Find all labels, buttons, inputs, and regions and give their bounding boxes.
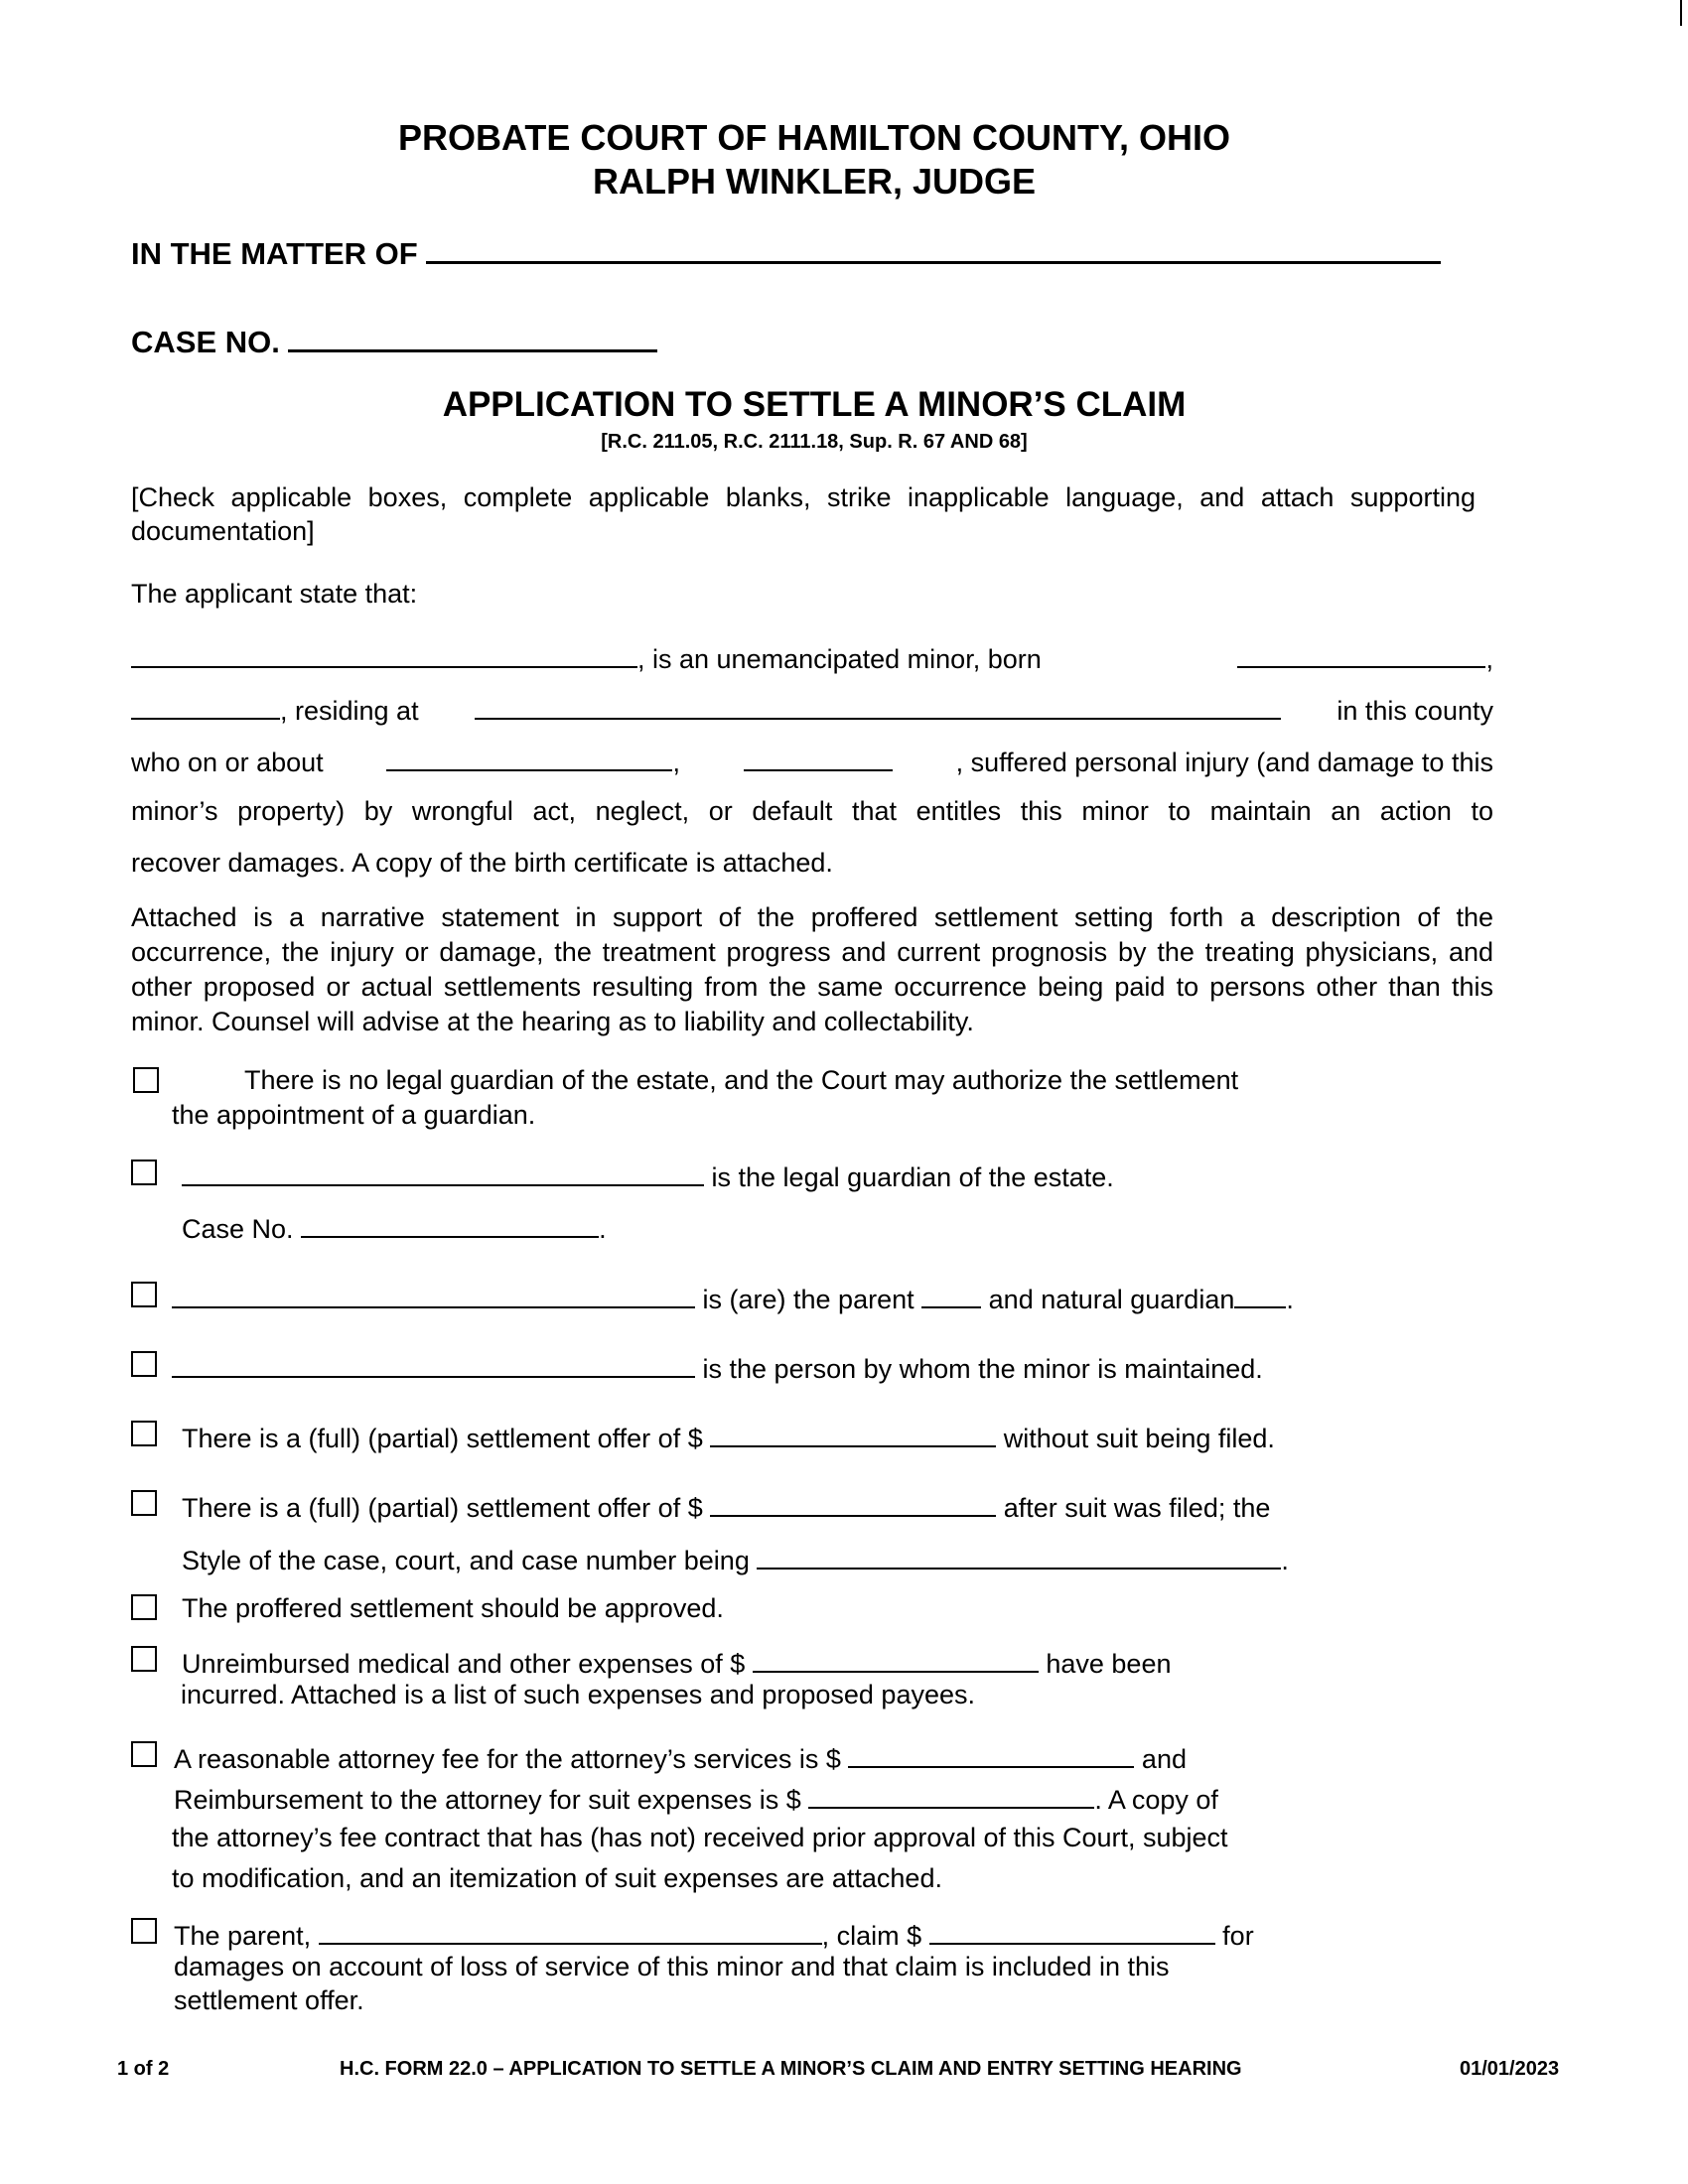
minor-line-3 [131,744,1493,778]
comma: , [1485,644,1493,674]
attorney-line-3: the attorney’s fee contract that has (has not) received prior approval of this Court, subject [172,1823,1228,1852]
guardian-case-input[interactable] [301,1210,599,1238]
claim-text: , claim $ [821,1921,922,1951]
minor-line-1-text: , is an unemancipated minor, born [637,644,1042,674]
guardian-case-line [182,1210,607,1245]
minor-line-2 [131,692,1493,727]
medical-line-2: incurred. Attached is a list of such expenses and proposed payees. [181,1680,975,1709]
maintained-checkbox[interactable] [131,1351,157,1377]
maintained-line [172,1350,1263,1385]
for-text: for [1222,1921,1254,1951]
parent-plural-input[interactable] [921,1281,981,1308]
after-suit-text: after suit was filed; the [1003,1493,1271,1523]
minor-line-5: recover damages. A copy of the birth certificate is attached. [131,848,833,878]
parent-claim-amount-input[interactable] [929,1917,1215,1945]
offer-no-suit-line [182,1420,1275,1454]
matter-line [131,231,1441,272]
instructions: [Check applicable boxes, complete applicable blanks, strike inapplicable language, and attach supporting documentation] [131,482,1476,546]
minor-line-4: minor’s property) by wrongful act, neglect, or default that entitles this minor to maintain an action to [131,796,1493,826]
period: . [1281,1546,1289,1575]
legal-guardian-line [182,1159,1114,1193]
offer-after-suit-amount-input[interactable] [710,1489,996,1517]
no-guardian-checkbox[interactable] [133,1067,159,1093]
attorney-fee-input[interactable] [848,1740,1134,1768]
offer-after-suit-text: There is a (full) (partial) settlement offer of $ [182,1493,703,1523]
form-title: APPLICATION TO SETTLE A MINOR’S CLAIM [442,385,1187,424]
offer-after-suit-checkbox[interactable] [131,1490,157,1516]
injury-text: , suffered personal injury (and damage to this [955,748,1493,777]
attorney-line-4: to modification, and an itemization of suit expenses are attached. [172,1863,942,1893]
medical-line-1 [182,1645,1171,1680]
medical-checkbox[interactable] [131,1646,157,1672]
parent-claim-line-2: damages on account of loss of service of this minor and that claim is included in this [174,1952,1170,1981]
natural-guardian-plural-input[interactable] [1234,1281,1286,1308]
parent-checkbox[interactable] [131,1282,157,1307]
parent-claim-name-input[interactable] [319,1917,822,1945]
maintainer-name-input[interactable] [172,1350,695,1378]
the-parent-text: The parent, [174,1921,312,1951]
in-this-county-text: in this county [1336,696,1493,726]
page-number: 1 of 2 [117,2058,170,2080]
intro-text: The applicant state that: [131,579,418,609]
no-guardian-text-1: There is no legal guardian of the estate, and the Court may authorize the settlement [244,1065,1239,1095]
parent-line [172,1281,1294,1315]
case-style-input[interactable] [757,1542,1281,1570]
parent-claim-checkbox[interactable] [131,1918,157,1944]
matter-input[interactable] [426,231,1441,264]
attorney-line-1 [174,1740,1187,1775]
without-suit-text: without suit being filed. [1003,1424,1275,1453]
court-name: PROBATE COURT OF HAMILTON COUNTY, OHIO [398,117,1230,158]
parent-text: is (are) the parent [702,1285,914,1314]
suit-expenses-input[interactable] [808,1781,1094,1809]
attorney-fee-checkbox[interactable] [131,1741,157,1767]
birth-date-input[interactable] [1237,640,1485,668]
page-edge-mark [1680,0,1688,26]
form-identifier: H.C. FORM 22.0 – APPLICATION TO SETTLE A MINOR’S CLAIM AND ENTRY SETTING HEARING [340,2058,1242,2080]
attorney-line-2 [174,1781,1218,1816]
case-line [131,320,657,360]
comma: , [672,748,680,777]
no-guardian-text-2: the appointment of a guardian. [172,1100,536,1130]
offer-no-suit-amount-input[interactable] [710,1420,996,1447]
guardian-case-label: Case No. [182,1214,294,1244]
natural-guardian-text: and natural guardian [988,1285,1235,1314]
minor-name-input[interactable] [131,640,637,668]
matter-label: IN THE MATTER OF [131,236,418,271]
legal-guardian-name-input[interactable] [182,1159,704,1186]
case-style-text: Style of the case, court, and case number being [182,1546,750,1575]
approve-checkbox[interactable] [131,1594,157,1620]
residence-input[interactable] [475,692,1281,720]
have-been-text: have been [1046,1649,1172,1679]
maintained-text: is the person by whom the minor is maintained. [702,1354,1263,1384]
parent-claim-line-1 [174,1917,1254,1952]
legal-guardian-checkbox[interactable] [131,1160,157,1185]
injury-year-input[interactable] [744,744,893,771]
offer-no-suit-checkbox[interactable] [131,1421,157,1446]
narrative-paragraph: Attached is a narrative statement in support of the proffered settlement setting forth a description of the occurrence, the injury or damage, the treatment progress and current prognosis by the treating physicians, and other proposed or actual settlements resulting from the same occurrence being paid to persons other than this minor. Counsel will advise at the hearing as to liability and collectability. [131,902,1493,1036]
case-number-input[interactable] [288,320,657,352]
medical-amount-input[interactable] [753,1645,1039,1673]
parent-claim-line-3: settlement offer. [174,1985,364,2015]
attorney-fee-text: A reasonable attorney fee for the attorney’s services is $ [174,1744,841,1774]
offer-after-suit-line [182,1489,1270,1524]
approve-text: The proffered settlement should be approved. [182,1593,724,1623]
period: . [1286,1285,1294,1314]
case-style-line [182,1542,1289,1576]
birth-year-input[interactable] [131,692,280,720]
parent-name-input[interactable] [172,1281,695,1308]
case-label: CASE NO. [131,325,280,359]
legal-guardian-text: is the legal guardian of the estate. [711,1162,1114,1192]
medical-text: Unreimbursed medical and other expenses of $ [182,1649,746,1679]
judge-name: RALPH WINKLER, JUDGE [592,161,1036,202]
form-citation: [R.C. 211.05, R.C. 2111.18, Sup. R. 67 AND 68] [601,431,1028,453]
offer-no-suit-text: There is a (full) (partial) settlement offer of $ [182,1424,703,1453]
suit-expenses-text: Reimbursement to the attorney for suit expenses is $ [174,1785,801,1815]
copy-of-text: . A copy of [1094,1785,1218,1815]
minor-line-1 [131,640,1493,675]
minor-line-2-text: , residing at [280,696,419,726]
and-text: and [1141,1744,1187,1774]
on-or-about-text: who on or about [131,748,324,777]
injury-date-input[interactable] [386,744,672,771]
form-date: 01/01/2023 [1460,2058,1560,2080]
period: . [599,1214,607,1244]
